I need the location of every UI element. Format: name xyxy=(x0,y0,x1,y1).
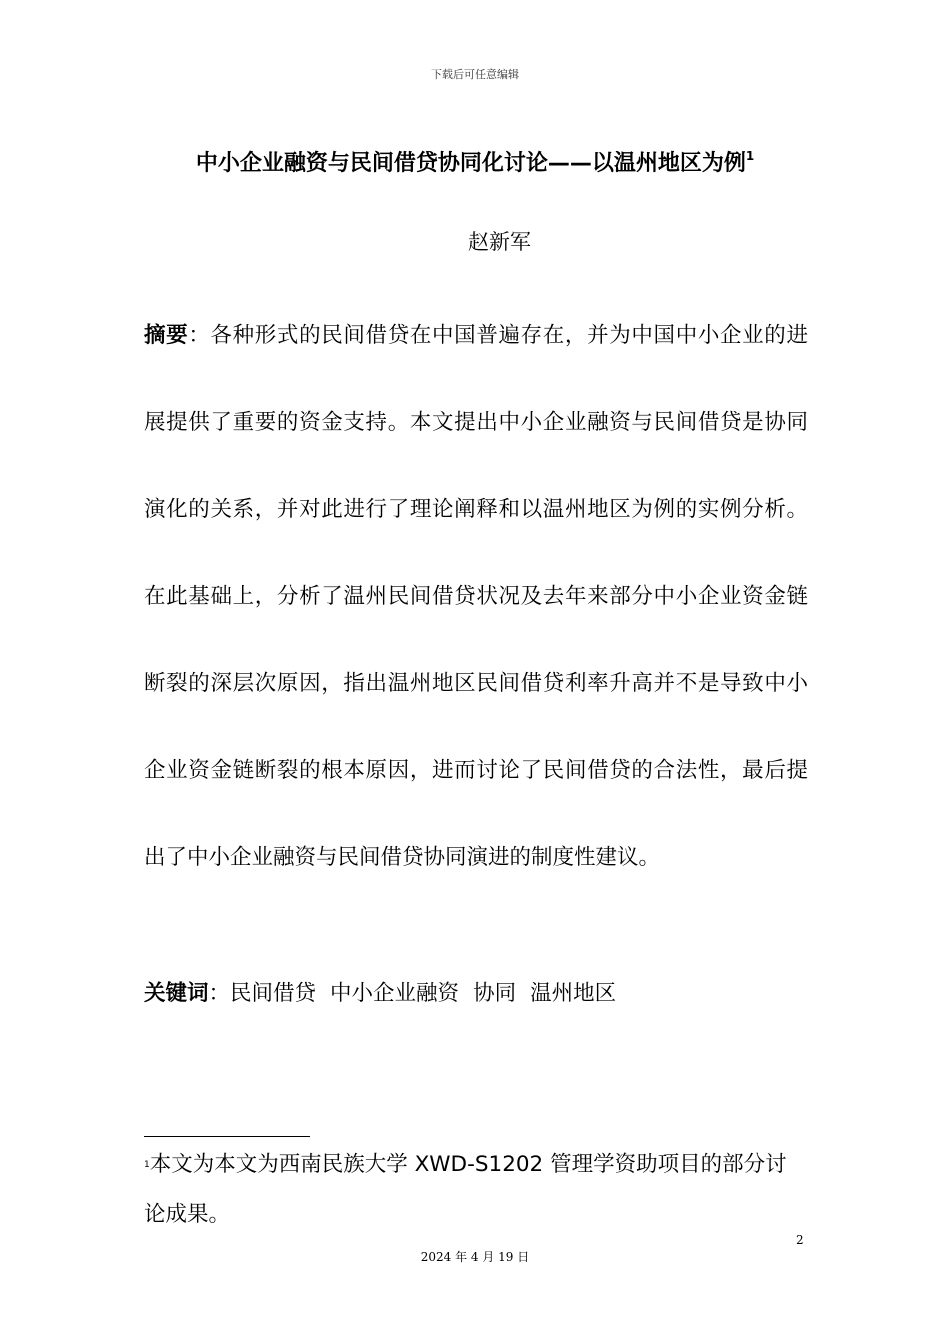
article-title xyxy=(0,146,950,177)
footnote-mark: 1 xyxy=(144,1160,150,1170)
header-note: 下载后可任意编辑 xyxy=(431,68,519,81)
article-author: 赵新军 xyxy=(468,230,531,254)
abstract-label: 摘要 xyxy=(144,323,189,348)
footnote-text: 本文为本文为西南民族大学 XWD-S1202 管理学资助项目的部分讨论成果。 xyxy=(144,1152,787,1227)
keywords-line xyxy=(144,976,808,1012)
keyword-item: 民间借贷 xyxy=(230,981,317,1006)
title-footnote-ref: 1 xyxy=(745,148,755,163)
keyword-item: 中小企业融资 xyxy=(330,981,460,1006)
page-number: 2 xyxy=(796,1233,804,1247)
footer-date: 2024 年 4 月 19 日 xyxy=(420,1250,530,1264)
abstract-paragraph xyxy=(144,292,808,901)
abstract-separator: ： xyxy=(188,323,211,348)
footnote xyxy=(144,1140,808,1240)
keyword-item: 温州地区 xyxy=(530,981,617,1006)
footnote-divider xyxy=(144,1136,310,1137)
keyword-item: 协同 xyxy=(473,981,517,1006)
article-title-text: 中小企业融资与民间借贷协同化讨论——以温州地区为例 xyxy=(195,151,746,176)
keywords-separator: ： xyxy=(208,981,231,1006)
abstract-text: 各种形式的民间借贷在中国普遍存在，并为中国中小企业的进展提供了重要的资金支持。本文提出中小企业融资与民间借贷是协同演化的关系，并对此进行了理论阐释和以温州地区为例的实例分析。在此基础上，分析了温州民间借贷状况及去年来部分中小企业资金链断裂的深层次原因，指出温州地区民间借贷利率升高并不是导致中小企业资金链断裂的根本原因，进而讨论了民间借贷的合法性，最后提出了中小企业融资与民间借贷协同演进的制度性建议。 xyxy=(144,323,808,870)
keywords-label: 关键词 xyxy=(144,981,209,1006)
